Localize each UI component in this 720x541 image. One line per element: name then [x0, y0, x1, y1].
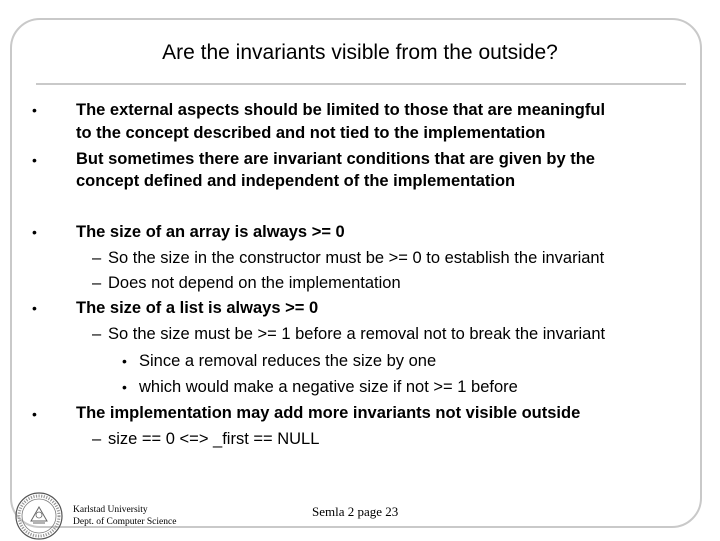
page-number: Semla 2 page 23 — [312, 504, 399, 519]
footer-university: Karlstad University — [73, 505, 148, 515]
bullet-4-sub-1: So the size must be >= 1 before a removal not to break the invariant — [108, 325, 606, 343]
small-bullet-marker: • — [122, 379, 127, 395]
bullet-2-line-1: But sometimes there are invariant conditions that are given by the — [76, 150, 595, 168]
bullet-4-sub-sub-1: Since a removal reduces the size by one — [139, 352, 437, 370]
bullet-marker: • — [32, 224, 37, 240]
dash-marker: – — [92, 274, 102, 292]
bullet-1-line-2: to the concept described and not tied to the implementation — [76, 124, 546, 142]
dash-marker: – — [92, 249, 102, 267]
slide-title: Are the invariants visible from the outside? — [162, 41, 558, 64]
bullet-3-sub-1: So the size in the constructor must be >= 0 to establish the invariant — [108, 249, 605, 267]
bullet-marker: • — [32, 406, 37, 422]
bullet-marker: • — [32, 300, 37, 316]
university-seal-icon — [14, 491, 64, 541]
bullet-3: The size of an array is always >= 0 — [76, 223, 345, 241]
bullet-4-sub-sub-2: which would make a negative size if not >= 1 before — [139, 378, 518, 396]
footer-department: Dept. of Computer Science — [73, 517, 177, 527]
small-bullet-marker: • — [122, 353, 127, 369]
bullet-2-line-2: concept defined and independent of the implementation — [76, 172, 516, 190]
bullet-5: The implementation may add more invariants not visible outside — [76, 404, 581, 422]
bullet-marker: • — [32, 152, 37, 168]
bullet-marker: • — [32, 102, 37, 118]
title-divider — [36, 83, 686, 85]
bullet-3-sub-2: Does not depend on the implementation — [108, 274, 401, 292]
dash-marker: – — [92, 325, 102, 343]
dash-marker: – — [92, 430, 102, 448]
bullet-5-sub-1: size == 0 <=> _first == NULL — [108, 430, 320, 448]
bullet-4: The size of a list is always >= 0 — [76, 299, 319, 317]
bullet-1-line-1: The external aspects should be limited to those that are meaningful — [76, 101, 606, 119]
